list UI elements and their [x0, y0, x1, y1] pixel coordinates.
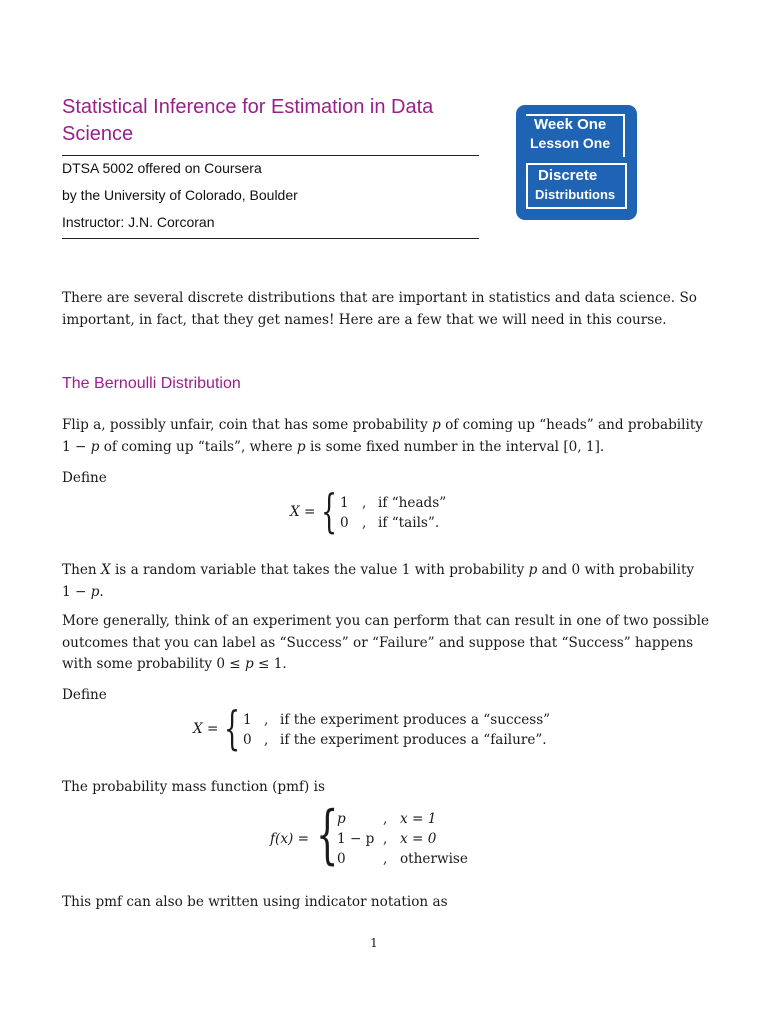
intro-paragraph	[62, 288, 712, 331]
eq2-row1-cond: if the experiment produces a “success”	[280, 712, 551, 728]
general-paragraph	[62, 611, 712, 676]
intro-line-2: important, in fact, that they get names! Here are a few that we will need in this course.	[62, 311, 667, 328]
eq2-brace: {	[224, 701, 241, 755]
instructor-line: Instructor: J.N. Corcoran	[62, 214, 215, 230]
define-label-2: Define	[62, 687, 107, 703]
eq1-row1-sep: ,	[362, 495, 367, 511]
eq2-row1-sep: ,	[264, 712, 269, 728]
header-rule-top	[62, 155, 479, 156]
eq3-lhs: f(x) =	[270, 831, 310, 847]
eq2-row2-sep: ,	[264, 732, 269, 748]
general-line-3: with some probability 0 ≤ p ≤ 1.	[62, 656, 287, 672]
general-line-2: outcomes that you can label as “Success” or “Failure” and suppose that “Success” happens	[62, 634, 694, 651]
university-line: by the University of Colorado, Boulder	[62, 187, 298, 203]
then-paragraph	[62, 560, 712, 603]
course-line: DTSA 5002 offered on Coursera	[62, 160, 262, 176]
general-line-1: More generally, think of an experiment you can perform that can result in one of two possible	[62, 613, 710, 629]
badge-week: Week One	[534, 116, 607, 133]
eq2-row2-value: 0	[243, 732, 252, 748]
eq1-row1-cond: if “heads”	[378, 495, 447, 511]
eq3-brace: {	[316, 798, 339, 872]
eq1-lhs: X =	[290, 504, 316, 520]
eq3-row1-value: p	[337, 811, 346, 827]
coin-flip-line-1: Flip a, possibly unfair, coin that has some probability p of coming up “heads” and probability	[62, 417, 703, 433]
eq1-brace: {	[321, 484, 338, 538]
badge-topic-1: Discrete	[538, 167, 598, 184]
then-line-1: Then X is a random variable that takes the value 1 with probability p and 0 with probability	[62, 562, 695, 578]
section-heading: The Bernoulli Distribution	[62, 375, 241, 392]
intro-line-1: There are several discrete distributions that are important in statistics and data science. So	[62, 290, 697, 306]
then-line-2: 1 − p.	[62, 583, 104, 600]
badge-lesson: Lesson One	[530, 135, 611, 151]
eq3-row3-cond: otherwise	[400, 851, 468, 867]
header-rule-bottom	[62, 238, 479, 239]
indicator-notation-line: This pmf can also be written using indicator notation as	[62, 894, 448, 910]
eq2-row1-value: 1	[243, 712, 252, 728]
eq3-row2-value: 1 − p	[337, 831, 375, 847]
coin-flip-paragraph	[62, 415, 712, 458]
coin-flip-line-2: 1 − p of coming up “tails”, where p is some fixed number in the interval [0, 1].	[62, 438, 605, 455]
page-number: 1	[370, 936, 378, 950]
document-title: Statistical Inference for Estimation in Data Science	[62, 96, 434, 145]
eq1-row2-value: 0	[340, 515, 349, 531]
eq3-row2-cond: x = 0	[400, 831, 437, 847]
eq3-row3-value: 0	[337, 851, 346, 867]
eq1-row1-value: 1	[340, 495, 349, 511]
eq3-row1-sep: ,	[383, 811, 388, 827]
eq1-row2-sep: ,	[362, 515, 367, 531]
eq1-row2-cond: if “tails”.	[378, 515, 440, 531]
eq3-row2-sep: ,	[383, 831, 388, 847]
lesson-badge	[516, 105, 637, 220]
badge-topic-2: Distributions	[535, 187, 616, 202]
eq3-row1-cond: x = 1	[400, 811, 437, 827]
eq2-lhs: X =	[193, 721, 219, 737]
eq2-row2-cond: if the experiment produces a “failure”.	[280, 732, 547, 748]
pmf-intro: The probability mass function (pmf) is	[62, 779, 325, 795]
define-label-1: Define	[62, 470, 107, 486]
eq3-row3-sep: ,	[383, 851, 388, 867]
